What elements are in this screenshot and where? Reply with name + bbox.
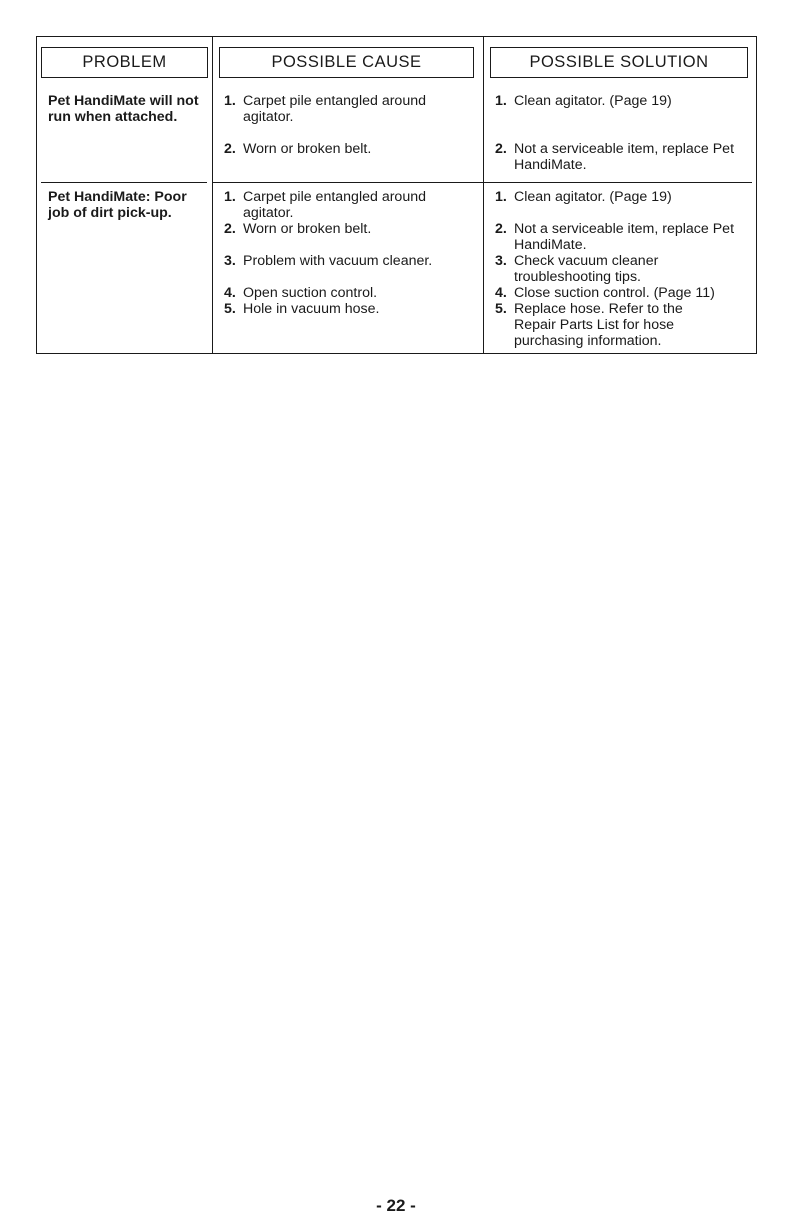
header-possible-solution: POSSIBLE SOLUTION (490, 47, 748, 78)
item-number: 2. (224, 221, 236, 237)
row-divider (41, 182, 207, 183)
item-text: Clean agitator. (Page 19) (514, 189, 672, 205)
list-item (495, 141, 750, 173)
item-text: Clean agitator. (Page 19) (514, 93, 672, 109)
list-item (224, 301, 479, 317)
list-item (224, 285, 479, 301)
item-text: Open suction control. (243, 285, 378, 301)
item-number: 1. (495, 189, 507, 205)
list-item (224, 253, 479, 269)
header-possible-cause: POSSIBLE CAUSE (219, 47, 474, 78)
item-number: 2. (224, 141, 236, 157)
list-item (495, 221, 750, 253)
item-text: Carpet pile entangled around agitator. (243, 93, 426, 125)
item-text: Worn or broken belt. (243, 141, 372, 157)
item-text: Worn or broken belt. (243, 221, 372, 237)
item-number: 2. (495, 221, 507, 237)
list-item (495, 301, 710, 349)
problem-text: Pet HandiMate will not run when attached. (48, 93, 199, 125)
page-number: - 22 - (376, 1196, 416, 1215)
row-divider (212, 182, 483, 183)
list-item (495, 93, 750, 109)
item-number: 2. (495, 141, 507, 157)
column-divider (212, 37, 213, 353)
list-item (224, 189, 479, 221)
item-number: 3. (495, 253, 507, 269)
item-number: 1. (495, 93, 507, 109)
item-number: 5. (495, 301, 507, 317)
list-item (224, 141, 479, 157)
item-text: Not a serviceable item, replace Pet HandiMate. (514, 221, 735, 253)
item-number: 3. (224, 253, 236, 269)
item-text: Not a serviceable item, replace Pet HandiMate. (514, 141, 735, 173)
troubleshooting-table (36, 36, 757, 354)
item-text: Carpet pile entangled around agitator. (243, 189, 426, 221)
list-item (224, 93, 479, 125)
item-number: 4. (224, 285, 236, 301)
problem-text: Pet HandiMate: Poor job of dirt pick-up. (48, 189, 187, 221)
item-text: Replace hose. Refer to the Repair Parts List for hose purchasing information. (514, 301, 683, 349)
item-text: Close suction control. (Page 11) (514, 285, 715, 301)
item-number: 1. (224, 93, 236, 109)
list-item (495, 189, 750, 205)
item-text: Check vacuum cleaner troubleshooting tips. (514, 253, 659, 285)
list-item (495, 253, 750, 285)
item-number: 1. (224, 189, 236, 205)
item-number: 5. (224, 301, 236, 317)
item-text: Hole in vacuum hose. (243, 301, 380, 317)
header-problem: PROBLEM (41, 47, 208, 78)
item-number: 4. (495, 285, 507, 301)
list-item (495, 285, 750, 301)
column-divider (483, 37, 484, 353)
item-text: Problem with vacuum cleaner. (243, 253, 433, 269)
row-divider (483, 182, 752, 183)
list-item (224, 221, 479, 237)
